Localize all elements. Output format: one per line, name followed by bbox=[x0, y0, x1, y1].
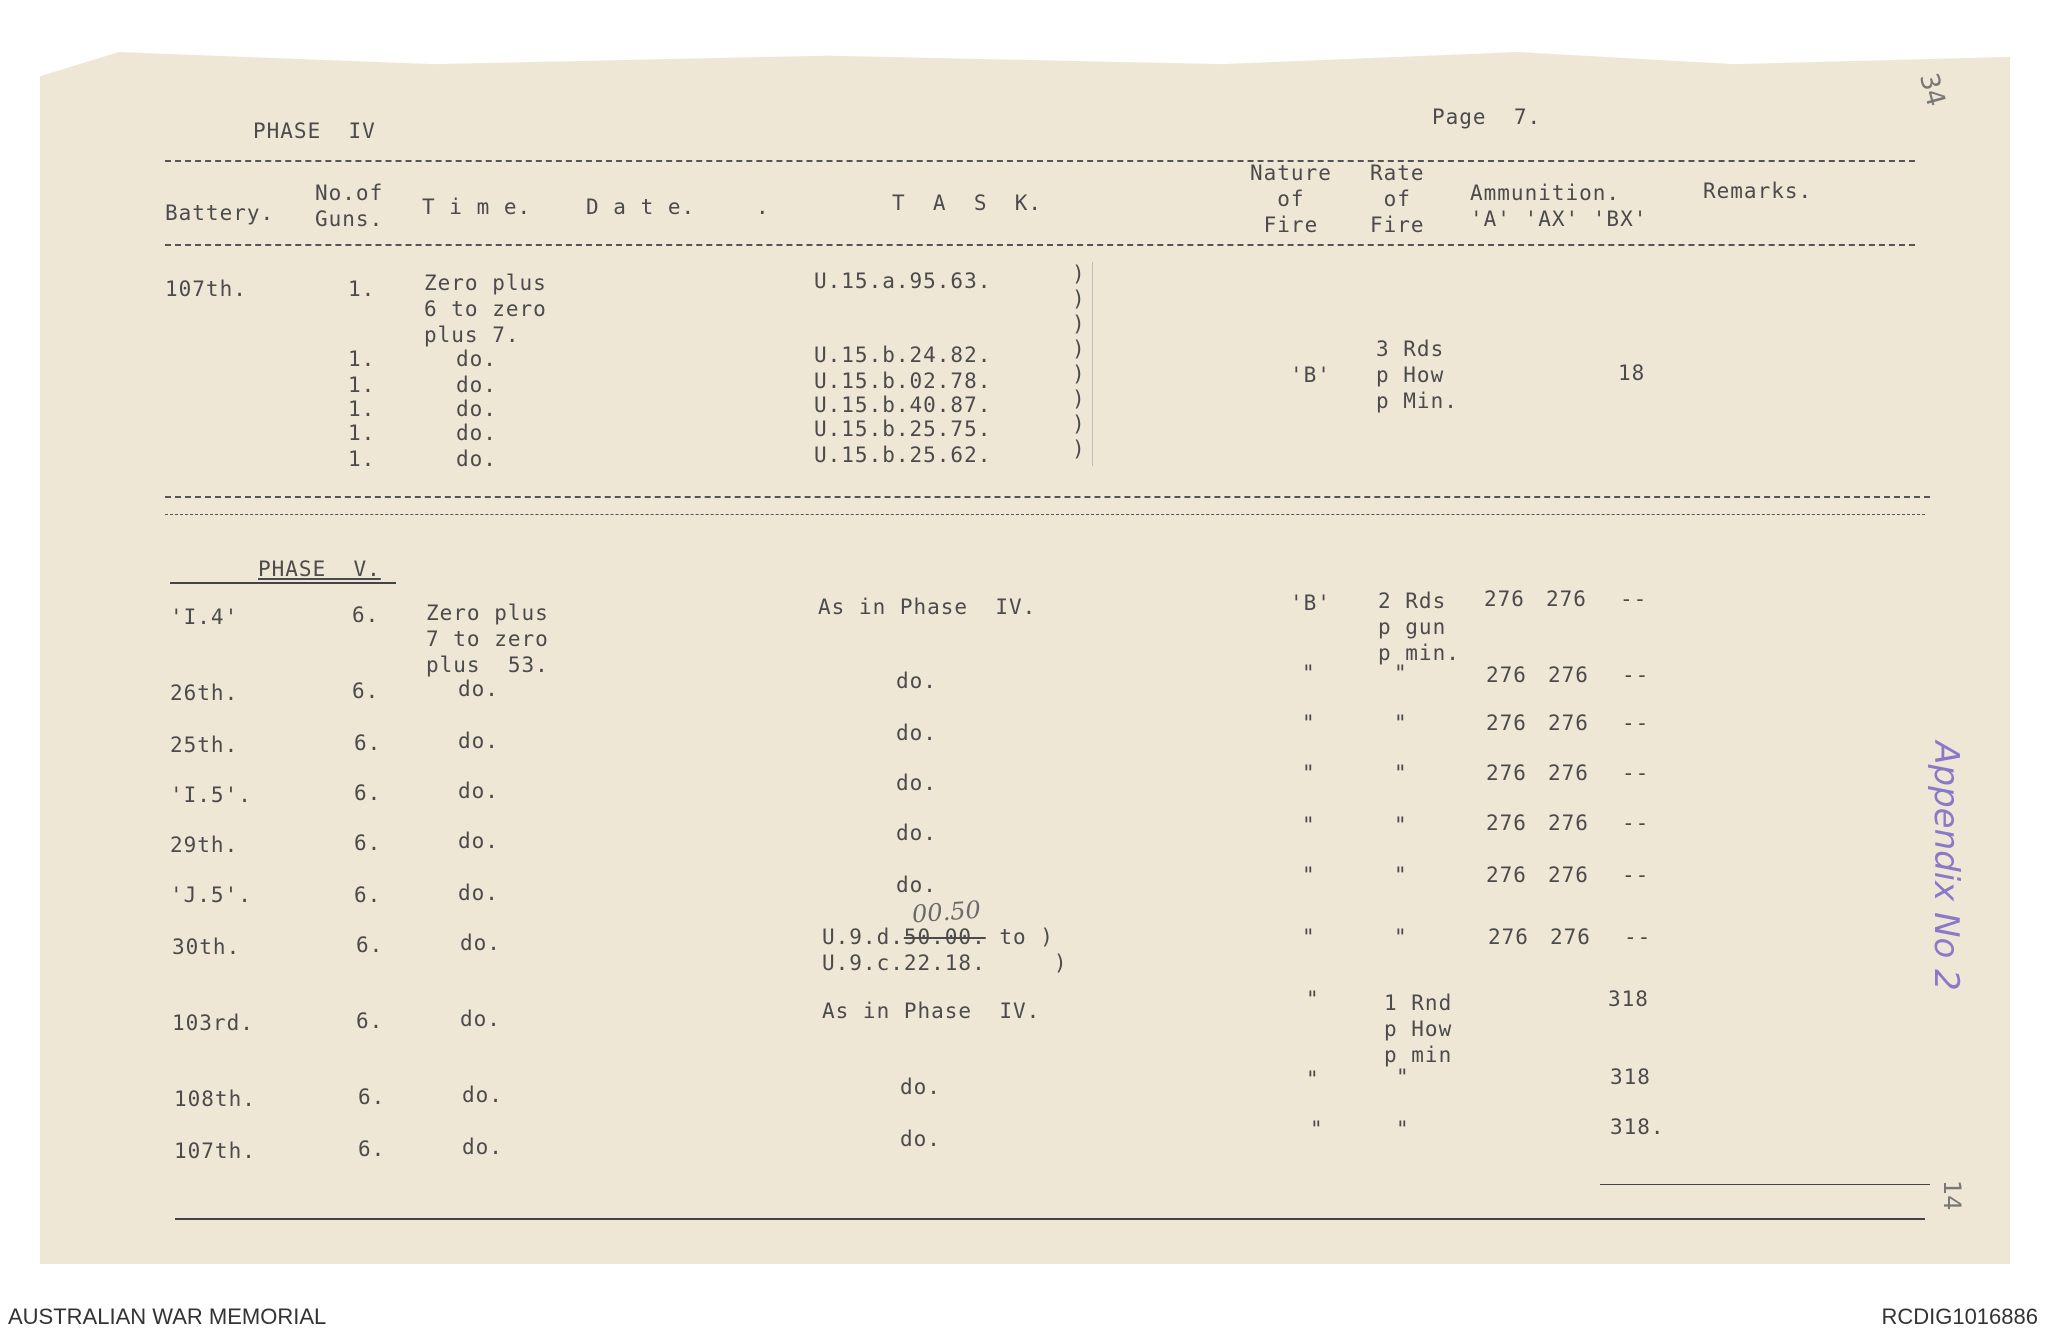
p5-guns: 6. bbox=[356, 1009, 384, 1033]
page-number: Page 7. bbox=[1432, 105, 1542, 129]
folio-number-bottom: 14 bbox=[1938, 1180, 1966, 1211]
p5-nature: " bbox=[1302, 761, 1316, 785]
p5-ammo-bx: -- bbox=[1622, 711, 1650, 735]
p5-time: do. bbox=[462, 1083, 503, 1107]
p5-ammo-bx: -- bbox=[1624, 925, 1652, 949]
p5-ammo-ax: 276 bbox=[1546, 587, 1587, 611]
p4-time: do. bbox=[456, 447, 497, 471]
col-date: D a t e. bbox=[586, 195, 696, 219]
document-page bbox=[40, 52, 2010, 1264]
p5-ammo-a: 276 bbox=[1486, 761, 1527, 785]
p5-ammo-a: 276 bbox=[1486, 863, 1527, 887]
p5-ammo-a: 276 bbox=[1488, 925, 1529, 949]
p4-guns: 1. bbox=[348, 277, 376, 301]
p5-ammo-ax: 276 bbox=[1548, 663, 1589, 687]
col-ammunition: Ammunition. 'A' 'AX' 'BX' bbox=[1470, 181, 1648, 231]
p5-rate: " bbox=[1396, 1117, 1410, 1141]
p5-ammo-ax: 276 bbox=[1548, 863, 1589, 887]
col-time: T i m e. bbox=[422, 195, 532, 219]
phase-iv-label: PHASE IV bbox=[253, 119, 376, 143]
col-rate: Rate of Fire bbox=[1370, 161, 1425, 237]
p5-ammo-ax: 276 bbox=[1548, 711, 1589, 735]
p5-guns: 6. bbox=[354, 831, 382, 855]
p5-nature: " bbox=[1306, 987, 1320, 1011]
p5-nature: " bbox=[1302, 863, 1316, 887]
p5-battery: 25th. bbox=[170, 733, 239, 757]
p4-guns: 1. bbox=[348, 397, 376, 421]
appendix-stamp: Appendix No 2 bbox=[1926, 741, 1966, 991]
p4-task: U.15.b.40.87. bbox=[814, 393, 992, 417]
p5-nature: 'B' bbox=[1290, 591, 1331, 615]
p5-rate: " bbox=[1394, 661, 1408, 685]
p5-nature: " bbox=[1302, 661, 1316, 685]
p5-rate: 2 Rds p gun p min. bbox=[1378, 589, 1460, 665]
p5-nature: " bbox=[1310, 1117, 1324, 1141]
p5-task: As in Phase IV. bbox=[822, 999, 1041, 1023]
p4-ammo: 18 bbox=[1618, 361, 1646, 385]
p5-battery: 30th. bbox=[172, 935, 241, 959]
p4-battery: 107th. bbox=[165, 277, 247, 301]
p5-nature: " bbox=[1302, 813, 1316, 837]
p5-battery: 29th. bbox=[170, 833, 239, 857]
divider-phase bbox=[165, 496, 1930, 498]
p4-task: U.15.b.25.75. bbox=[814, 417, 992, 441]
p5-time: Zero plus 7 to zero plus 53. bbox=[426, 601, 549, 677]
col-battery: Battery. bbox=[165, 201, 275, 225]
p5-battery: 26th. bbox=[170, 681, 239, 705]
p5-rate: 1 Rnd p How p min bbox=[1384, 991, 1453, 1067]
p5-task: do. bbox=[896, 771, 937, 795]
p5-nature: " bbox=[1302, 925, 1316, 949]
p5-ammo-a: 276 bbox=[1486, 663, 1527, 687]
p5-time: do. bbox=[458, 677, 499, 701]
col-guns: No.of Guns. bbox=[315, 181, 384, 231]
divider-phase-2 bbox=[165, 514, 1925, 515]
p5-ammo-bx: -- bbox=[1622, 811, 1650, 835]
p5-battery: 'J.5'. bbox=[170, 883, 252, 907]
pencil-correction: 00.50 bbox=[911, 895, 982, 929]
p5-time: do. bbox=[462, 1135, 503, 1159]
p5-rate: " bbox=[1394, 813, 1408, 837]
divider-header bbox=[165, 244, 1915, 246]
task-prefix: U.9.d. bbox=[822, 925, 904, 949]
p5-time: do. bbox=[458, 829, 499, 853]
p4-rate: 3 Rds p How p Min. bbox=[1376, 337, 1458, 413]
p4-guns: 1. bbox=[348, 447, 376, 471]
p4-guns: 1. bbox=[348, 347, 376, 371]
p5-guns: 6. bbox=[354, 883, 382, 907]
p5-guns: 6. bbox=[358, 1085, 386, 1109]
divider-bottom bbox=[175, 1218, 1925, 1220]
phase-v-title: PHASE V. bbox=[258, 557, 381, 581]
p4-time: do. bbox=[456, 373, 497, 397]
p4-guns: 1. bbox=[348, 421, 376, 445]
p5-battery: 'I.4' bbox=[170, 605, 239, 629]
p4-time: Zero plus 6 to zero plus 7. bbox=[424, 271, 547, 347]
folio-number-top: 34 bbox=[1913, 70, 1951, 110]
p4-time: do. bbox=[456, 421, 497, 445]
p5-rate: " bbox=[1396, 1065, 1410, 1089]
footer-id: RCDIG1016886 bbox=[1881, 1304, 2038, 1329]
p5-time: do. bbox=[460, 1007, 501, 1031]
p5-ammo-bx: 318 bbox=[1608, 987, 1649, 1011]
p5-ammo-a: 276 bbox=[1486, 711, 1527, 735]
p5-guns: 6. bbox=[352, 603, 380, 627]
p5-battery: 108th. bbox=[174, 1087, 256, 1111]
col-nature: Nature of Fire bbox=[1250, 161, 1332, 237]
p5-task: do. bbox=[900, 1127, 941, 1151]
footer-source: AUSTRALIAN WAR MEMORIAL bbox=[8, 1304, 327, 1329]
p5-ammo-a: 276 bbox=[1486, 811, 1527, 835]
p5-rate: " bbox=[1394, 711, 1408, 735]
p5-battery: 103rd. bbox=[172, 1011, 254, 1035]
task-struck: 50.00. bbox=[903, 925, 986, 949]
p5-task-line1 bbox=[822, 924, 1054, 950]
p5-task: do. bbox=[896, 669, 937, 693]
p5-ammo-ax: 276 bbox=[1550, 925, 1591, 949]
p5-time: do. bbox=[458, 729, 499, 753]
p5-battery: 107th. bbox=[174, 1139, 256, 1163]
p5-rate: " bbox=[1394, 761, 1408, 785]
p5-ammo-ax: 276 bbox=[1548, 761, 1589, 785]
p5-task-line2: U.9.c.22.18. ) bbox=[822, 951, 1068, 975]
p5-ammo-bx: 318. bbox=[1610, 1115, 1665, 1139]
p5-ammo-bx: -- bbox=[1622, 761, 1650, 785]
p5-guns: 6. bbox=[352, 679, 380, 703]
p5-task: do. bbox=[896, 873, 937, 897]
col-remarks: Remarks. bbox=[1703, 179, 1813, 203]
p5-task: do. bbox=[900, 1075, 941, 1099]
p5-guns: 6. bbox=[358, 1137, 386, 1161]
p4-task: U.15.b.25.62. bbox=[814, 443, 992, 467]
p4-rule bbox=[1092, 262, 1093, 466]
p4-bracket: ) ) ) ) ) ) ) ) bbox=[1072, 262, 1086, 461]
col-separator: . bbox=[756, 195, 770, 219]
p5-task: As in Phase IV. bbox=[818, 595, 1037, 619]
p5-ammo-ax: 276 bbox=[1548, 811, 1589, 835]
p5-ammo-bx: 318 bbox=[1610, 1065, 1651, 1089]
p5-ammo-bx: -- bbox=[1620, 587, 1648, 611]
p5-ammo-bx: -- bbox=[1622, 863, 1650, 887]
divider-top bbox=[165, 160, 1915, 162]
p4-nature: 'B' bbox=[1290, 363, 1331, 387]
p4-task: U.15.a.95.63. bbox=[814, 269, 992, 293]
divider-bottom-right bbox=[1600, 1184, 1930, 1185]
task-suffix: to ) bbox=[985, 925, 1054, 949]
p5-nature: " bbox=[1306, 1067, 1320, 1091]
p5-task: do. bbox=[896, 721, 937, 745]
p5-task: do. bbox=[896, 821, 937, 845]
p5-rate: " bbox=[1394, 925, 1408, 949]
p4-task: U.15.b.24.82. bbox=[814, 343, 992, 367]
p5-guns: 6. bbox=[354, 731, 382, 755]
p5-nature: " bbox=[1302, 711, 1316, 735]
p4-task: U.15.b.02.78. bbox=[814, 369, 992, 393]
p5-ammo-a: 276 bbox=[1484, 587, 1525, 611]
p5-guns: 6. bbox=[354, 781, 382, 805]
p5-battery: 'I.5'. bbox=[170, 783, 252, 807]
p4-guns: 1. bbox=[348, 373, 376, 397]
p5-ammo-bx: -- bbox=[1622, 663, 1650, 687]
p4-time: do. bbox=[456, 397, 497, 421]
p5-time: do. bbox=[458, 881, 499, 905]
phase-v-underline bbox=[170, 582, 396, 584]
p5-guns: 6. bbox=[356, 933, 384, 957]
p5-rate: " bbox=[1394, 863, 1408, 887]
p5-time: do. bbox=[460, 931, 501, 955]
p4-time: do. bbox=[456, 347, 497, 371]
p5-time: do. bbox=[458, 779, 499, 803]
col-task: T A S K. bbox=[892, 191, 1043, 215]
